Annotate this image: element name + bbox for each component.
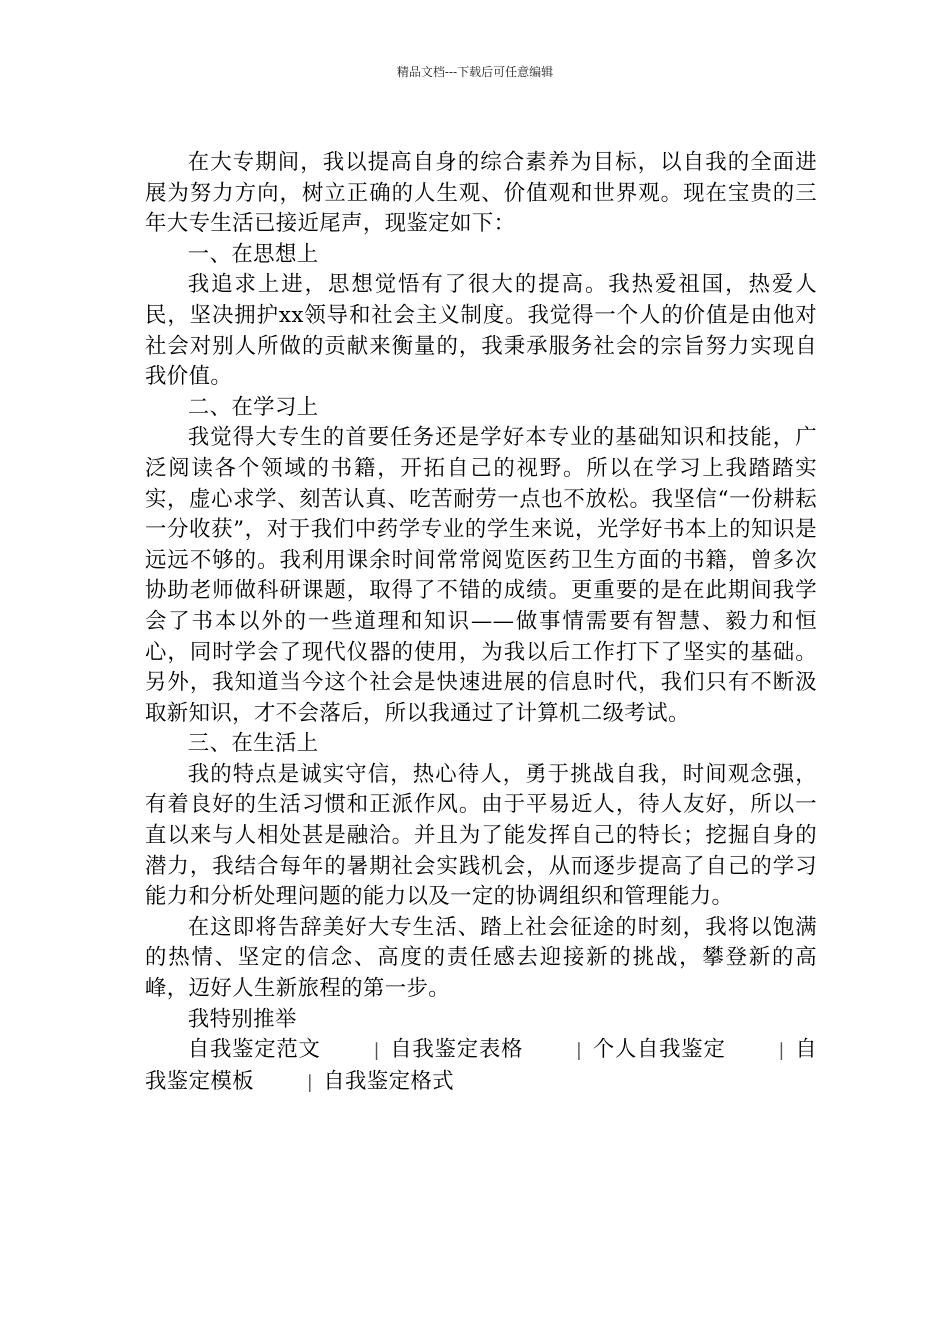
section-heading-thought: 一、在思想上 — [187, 241, 319, 267]
link-self-evaluation-sample[interactable]: 自我鉴定范文 — [187, 1037, 321, 1063]
intro-paragraph: 在大专期间，我以提高自身的综合素养为目标，以自我的全面进展为努力方向，树立正确的人生观、价值观和世界观。现在宝贵的三年大专生活已接近尾声，现鉴定如下： — [145, 150, 817, 237]
section-body-life: 我的特点是诚实守信，热心待人，勇于挑战自我，时间观念强，有着良好的生活习惯和正派作风。由于平易近人，待人友好，所以一直以来与人相处甚是融洽。并且为了能发挥自己的特长；挖掘自身的潜力，我结合每年的暑期社会实践机会，从而逐步提高了自己的学习能力和分析处理问题的能力以及一定的协调组织和管理能力。 — [145, 761, 817, 910]
link-separator: | — [778, 1040, 785, 1062]
section-body-study: 我觉得大专生的首要任务还是学好本专业的基础知识和技能，广泛阅读各个领域的书籍，开拓自己的视野。所以在学习上我踏踏实实，虚心求学、刻苦认真、吃苦耐劳一点也不放松。我坚信“一份耕耘一分收获”，对于我们中药学专业的学生来说，光学好书本上的知识是远远不够的。我利用课余时间常常阅览医药卫生方面的书籍，曾多次协助老师做科研课题，取得了不错的成绩。更重要的是在此期间我学会了书本以外的一些道理和知识——做事情需要有智慧、毅力和恒心，同时学会了现代仪器的使用，为我以后工作打下了坚实的基础。另外，我知道当今这个社会是快速进展的信息时代，我们只有不断汲取新知识，才不会落后，所以我通过了计算机二级考试。 — [145, 425, 817, 726]
related-links-line — [145, 1035, 817, 1098]
related-links — [145, 1035, 817, 1098]
page-header: 精品文档---下载后可任意编辑 — [396, 65, 554, 79]
conclusion-paragraph: 在这即将告辞美好大专生活、踏上社会征途的时刻，我将以饱满的热情、坚定的信念、高度的责任感去迎接新的挑战，攀登新的高峰，迈好人生新旅程的第一步。 — [145, 914, 817, 1002]
link-self-evaluation-form[interactable]: 自我鉴定表格 — [389, 1037, 524, 1063]
link-self-evaluation-template[interactable]: 自我鉴定模板 — [145, 1037, 818, 1094]
link-separator: | — [575, 1040, 583, 1062]
section-heading-study: 二、在学习上 — [187, 394, 319, 420]
link-self-evaluation-format[interactable]: 自我鉴定格式 — [323, 1068, 454, 1094]
link-separator: | — [373, 1040, 380, 1062]
section-heading-life: 三、在生活上 — [187, 731, 319, 757]
section-body-thought: 我追求上进，思想觉悟有了很大的提高。我热爱祖国，热爱人民，坚决拥护xx领导和社会主义制度。我觉得一个人的价值是由他对社会对别人所做的贡献来衡量的，我秉承服务社会的宗旨努力实现自我价值。 — [145, 272, 817, 390]
link-personal-self-evaluation[interactable]: 个人自我鉴定 — [592, 1037, 726, 1063]
link-separator: | — [306, 1071, 314, 1093]
recommend-label: 我特别推举 — [187, 1006, 297, 1032]
document-body — [145, 148, 817, 1098]
